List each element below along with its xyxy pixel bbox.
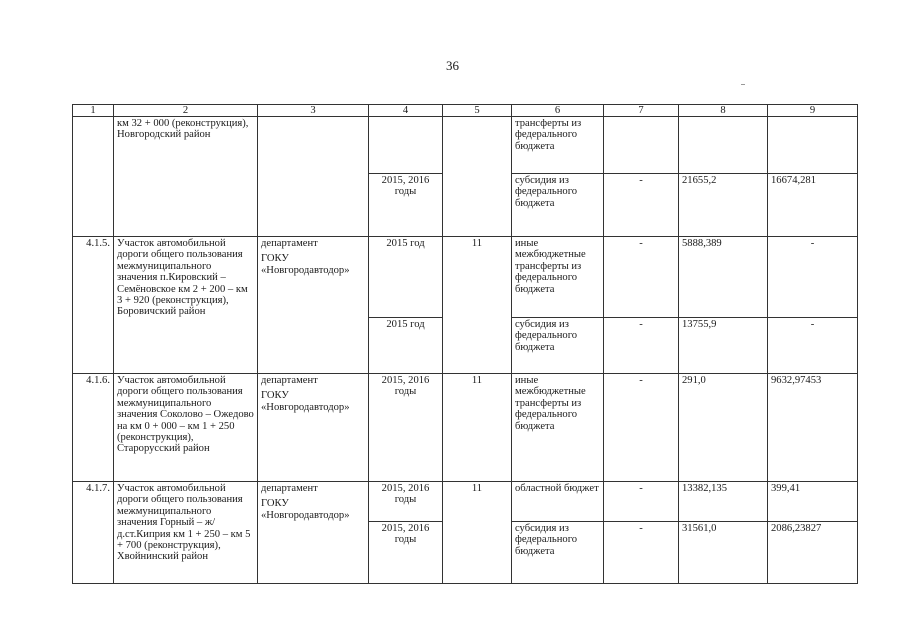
program-table [72, 104, 858, 584]
header-cell: 7 [604, 105, 679, 117]
value-cell: - [604, 522, 679, 584]
executor-line: департамент [261, 375, 318, 386]
header-cell: 4 [369, 105, 443, 117]
source-cell: иные межбюджетные трансферты из федерального бюджета [512, 237, 604, 318]
source-cell: иные межбюджетные трансферты из федерального бюджета [512, 374, 604, 482]
object-cell: Участок автомобильной дороги общего пользования межмуниципального значения Соколово – Ожедово на км 0 + 000 – км 1 + 250 (реконструкция), Старорусский район [114, 374, 258, 482]
value-cell: 13382,135 [679, 482, 768, 522]
source-cell: субсидия из федерального бюджета [512, 174, 604, 237]
num-cell: 4.1.5. [73, 237, 114, 374]
value-cell: - [604, 482, 679, 522]
object-cell: Участок автомобильной дороги общего пользования межмуниципального значения Горный – ж/д.ст.Киприя км 1 + 250 – км 5 + 700 (реконструкция), Хвойнинский район [114, 482, 258, 584]
value-cell: 399,41 [768, 482, 858, 522]
value-cell: - [604, 174, 679, 237]
table-row [73, 117, 858, 174]
value-cell: - [604, 374, 679, 482]
years-cell: 2015 год [369, 237, 443, 318]
executor-cell [258, 374, 369, 482]
value-cell: 2086,23827 [768, 522, 858, 584]
value-cell: 13755,9 [679, 318, 768, 374]
table-row [73, 482, 858, 522]
scan-mark [741, 84, 745, 85]
header-cell: 9 [768, 105, 858, 117]
years-cell: 2015, 2016 годы [369, 482, 443, 522]
value-cell: 5888,389 [679, 237, 768, 318]
num-cell: 4.1.7. [73, 482, 114, 584]
source-cell: трансферты из федерального бюджета [512, 117, 604, 174]
object-cell: Участок автомобильной дороги общего пользования межмуниципального значения п.Кировский – Семёновское км 2 + 200 – км 3 + 920 (реконструкция), Боровичский район [114, 237, 258, 374]
header-cell: 2 [114, 105, 258, 117]
object-cell: км 32 + 000 (реконструкция), Новгородский район [114, 117, 258, 237]
executor-cell [258, 237, 369, 374]
value-cell [604, 117, 679, 174]
executor-line: ГОКУ «Новгородавтодор» [261, 390, 350, 413]
header-cell: 8 [679, 105, 768, 117]
years-cell [369, 117, 443, 174]
code-cell: 11 [443, 374, 512, 482]
value-cell: 9632,97453 [768, 374, 858, 482]
value-cell [679, 117, 768, 174]
header-cell: 1 [73, 105, 114, 117]
executor-line: департамент [261, 483, 318, 494]
num-cell [73, 117, 114, 237]
executor-line: ГОКУ «Новгородавтодор» [261, 253, 350, 276]
table-row [73, 374, 858, 482]
header-cell: 5 [443, 105, 512, 117]
value-cell [768, 117, 858, 174]
source-cell: областной бюджет [512, 482, 604, 522]
code-cell: 11 [443, 482, 512, 584]
value-cell: - [768, 318, 858, 374]
source-cell: субсидия из федерального бюджета [512, 522, 604, 584]
value-cell: - [768, 237, 858, 318]
years-cell: 2015 год [369, 318, 443, 374]
code-cell [443, 117, 512, 237]
executor-cell [258, 117, 369, 237]
header-row [73, 105, 858, 117]
executor-cell [258, 482, 369, 584]
value-cell: - [604, 318, 679, 374]
value-cell: 21655,2 [679, 174, 768, 237]
header-cell: 6 [512, 105, 604, 117]
value-cell: 16674,281 [768, 174, 858, 237]
source-cell: субсидия из федерального бюджета [512, 318, 604, 374]
code-cell: 11 [443, 237, 512, 374]
num-cell: 4.1.6. [73, 374, 114, 482]
executor-line: ГОКУ «Новгородавтодор» [261, 498, 350, 521]
value-cell: - [604, 237, 679, 318]
value-cell: 291,0 [679, 374, 768, 482]
years-cell: 2015, 2016 годы [369, 174, 443, 237]
executor-line: департамент [261, 238, 318, 249]
years-cell: 2015, 2016 годы [369, 522, 443, 584]
value-cell: 31561,0 [679, 522, 768, 584]
page-number: 36 [446, 58, 459, 73]
table-row [73, 237, 858, 318]
header-cell: 3 [258, 105, 369, 117]
years-cell: 2015, 2016 годы [369, 374, 443, 482]
